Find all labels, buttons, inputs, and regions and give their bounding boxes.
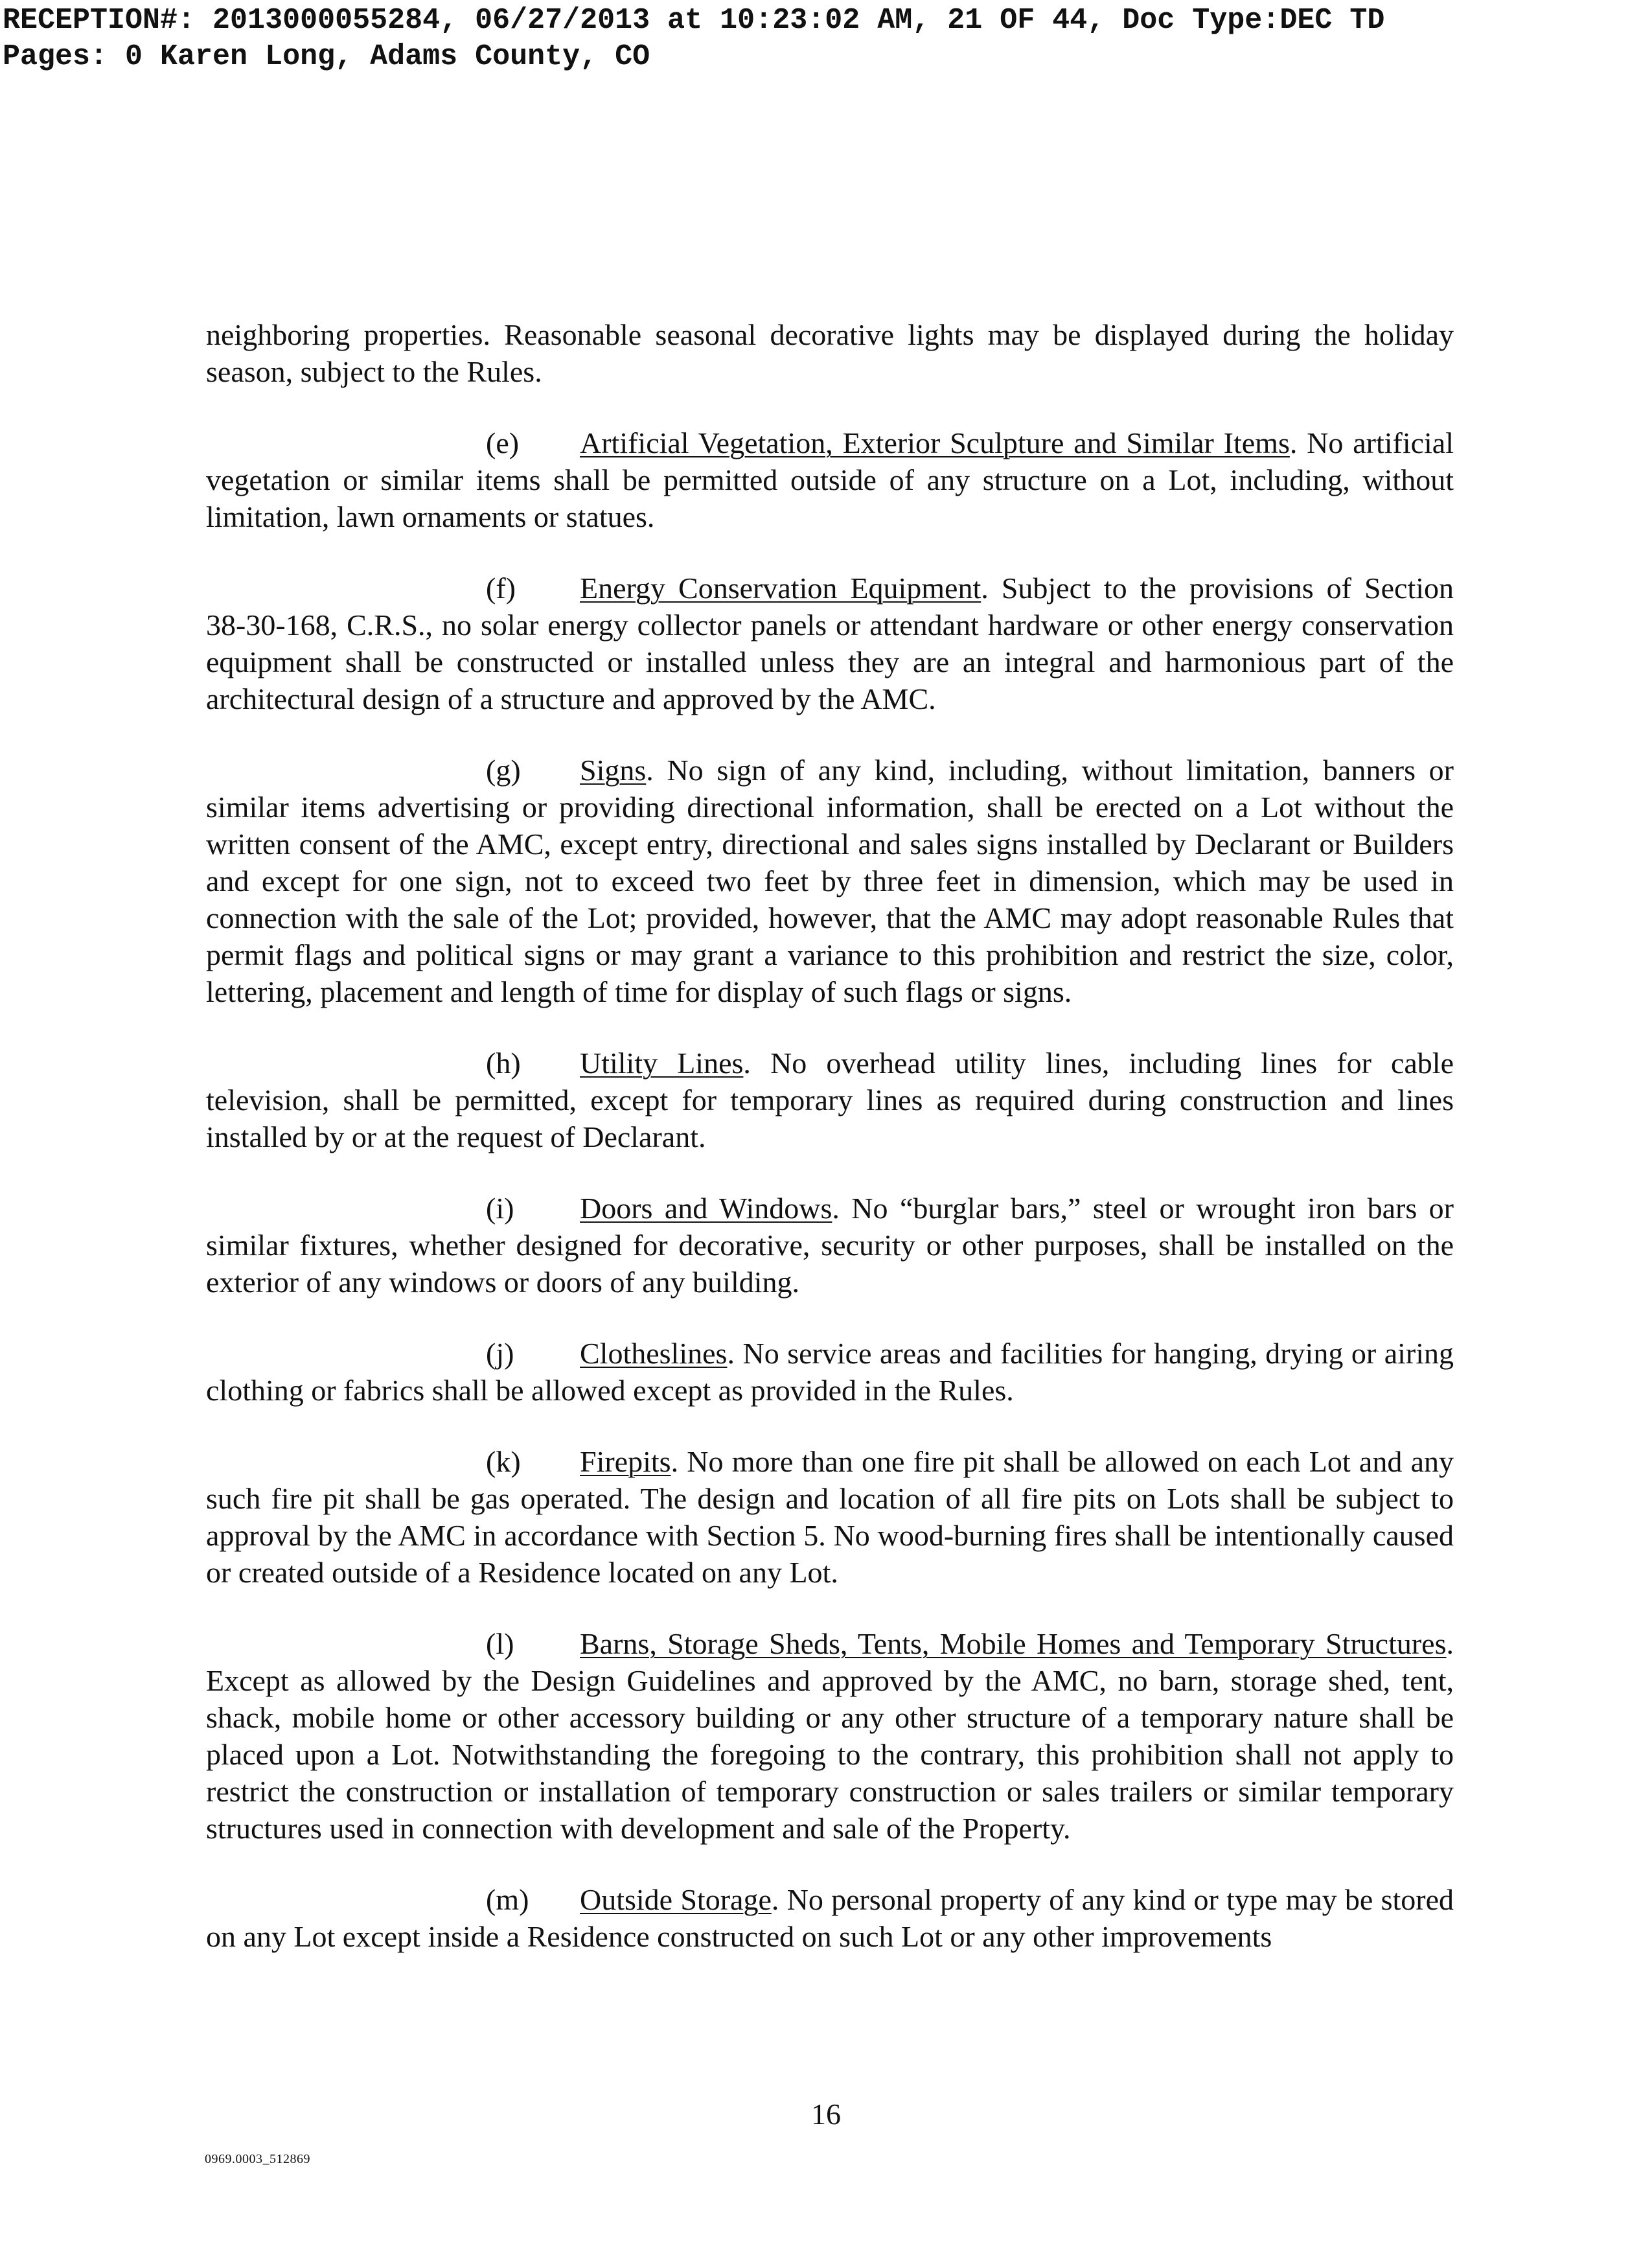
section-f <box>206 570 1454 717</box>
section-heading: Barns, Storage Sheds, Tents, Mobile Homes and Temporary Structures <box>580 1627 1447 1660</box>
section-text: . No more than one fire pit shall be allowed on each Lot and any such fire pit shall be gas operated. The design and location of all fire pits on Lots shall be subject to approval by the AMC in accordance with Section 5. No wood-burning fires shall be intentionally caused or created outside of a Residence located on any Lot. <box>206 1445 1454 1589</box>
section-text: . No personal property of any kind or type may be stored on any Lot except inside a Residence constructed on such Lot or any other improvements <box>206 1883 1454 1953</box>
section-text: . Except as allowed by the Design Guidelines and approved by the AMC, no barn, storage shed, tent, shack, mobile home or other accessory building or any other structure of a temporary nature shall be placed upon a Lot. Notwithstanding the foregoing to the contrary, this prohibition shall not apply to restrict the construction or installation of temporary construction or sales trailers or similar temporary structures used in connection with development and sale of the Property. <box>206 1627 1454 1845</box>
section-h <box>206 1045 1454 1155</box>
section-label: (k) <box>486 1445 521 1478</box>
section-g <box>206 752 1454 1010</box>
section-heading: Outside Storage <box>580 1883 772 1916</box>
section-label: (l) <box>486 1627 514 1660</box>
intro-paragraph: neighboring properties. Reasonable seasonal decorative lights may be displayed during the holiday season, subject to the Rules. <box>206 318 1454 388</box>
document-body <box>206 316 1454 1989</box>
section-m <box>206 1881 1454 1955</box>
document-code: 0969.0003_512869 <box>205 2152 310 2166</box>
section-heading: Energy Conservation Equipment <box>580 572 981 605</box>
section-label: (g) <box>486 754 521 787</box>
section-label: (e) <box>486 426 520 459</box>
section-heading: Utility Lines <box>580 1047 744 1080</box>
section-label: (f) <box>486 572 516 605</box>
section-text: . No “burglar bars,” steel or wrought iron bars or similar fixtures, whether designed for decorative, security or other purposes, shall be installed on the exterior of any windows or doors of any building. <box>206 1192 1454 1299</box>
section-text: . No sign of any kind, including, without limitation, banners or similar items advertising or providing directional information, shall be erected on a Lot without the written consent of the AMC, except entry, directional and sales signs installed by Declarant or Builders and except for one sign, not to exceed two feet by three feet in dimension, which may be used in connection with the sale of the Lot; provided, however, that the AMC may adopt reasonable Rules that permit flags and political signs or may grant a variance to this prohibition and restrict the size, color, lettering, placement and length of time for display of such flags or signs. <box>206 754 1454 1008</box>
page-number: 16 <box>811 2098 841 2131</box>
section-label: (m) <box>486 1883 529 1916</box>
section-e <box>206 424 1454 535</box>
section-heading: Signs <box>580 754 647 787</box>
section-label: (i) <box>486 1192 514 1225</box>
section-label: (j) <box>486 1337 514 1370</box>
recording-stamp-line-2: Pages: 0 Karen Long, Adams County, CO <box>3 40 650 73</box>
section-label: (h) <box>486 1047 521 1080</box>
recording-stamp-line-1: RECEPTION#: 2013000055284, 06/27/2013 at 10:23:02 AM, 21 OF 44, Doc Type:DEC TD <box>3 4 1385 37</box>
section-heading: Artificial Vegetation, Exterior Sculpture and Similar Items <box>580 426 1290 459</box>
section-heading: Clotheslines <box>580 1337 728 1370</box>
section-text: . Subject to the provisions of Section 38-30-168, C.R.S., no solar energy collector panels or attendant hardware or other energy conservation equipment shall be constructed or installed unless they are an integral and harmonious part of the architectural design of a structure and approved by the AMC. <box>206 572 1454 715</box>
section-text: . No overhead utility lines, including lines for cable television, shall be permitted, except for temporary lines as required during construction and lines installed by or at the request of Declarant. <box>206 1047 1454 1153</box>
section-j <box>206 1335 1454 1409</box>
section-i <box>206 1190 1454 1301</box>
section-l <box>206 1625 1454 1847</box>
section-text: . No artificial vegetation or similar items shall be permitted outside of any structure on a Lot, including, without limitation, lawn ornaments or statues. <box>206 426 1454 533</box>
section-heading: Firepits <box>580 1445 671 1478</box>
section-text: . No service areas and facilities for hanging, drying or airing clothing or fabrics shall be allowed except as provided in the Rules. <box>206 1337 1454 1407</box>
section-heading: Doors and Windows <box>580 1192 832 1225</box>
recording-stamp <box>3 3 1384 75</box>
section-k <box>206 1443 1454 1591</box>
